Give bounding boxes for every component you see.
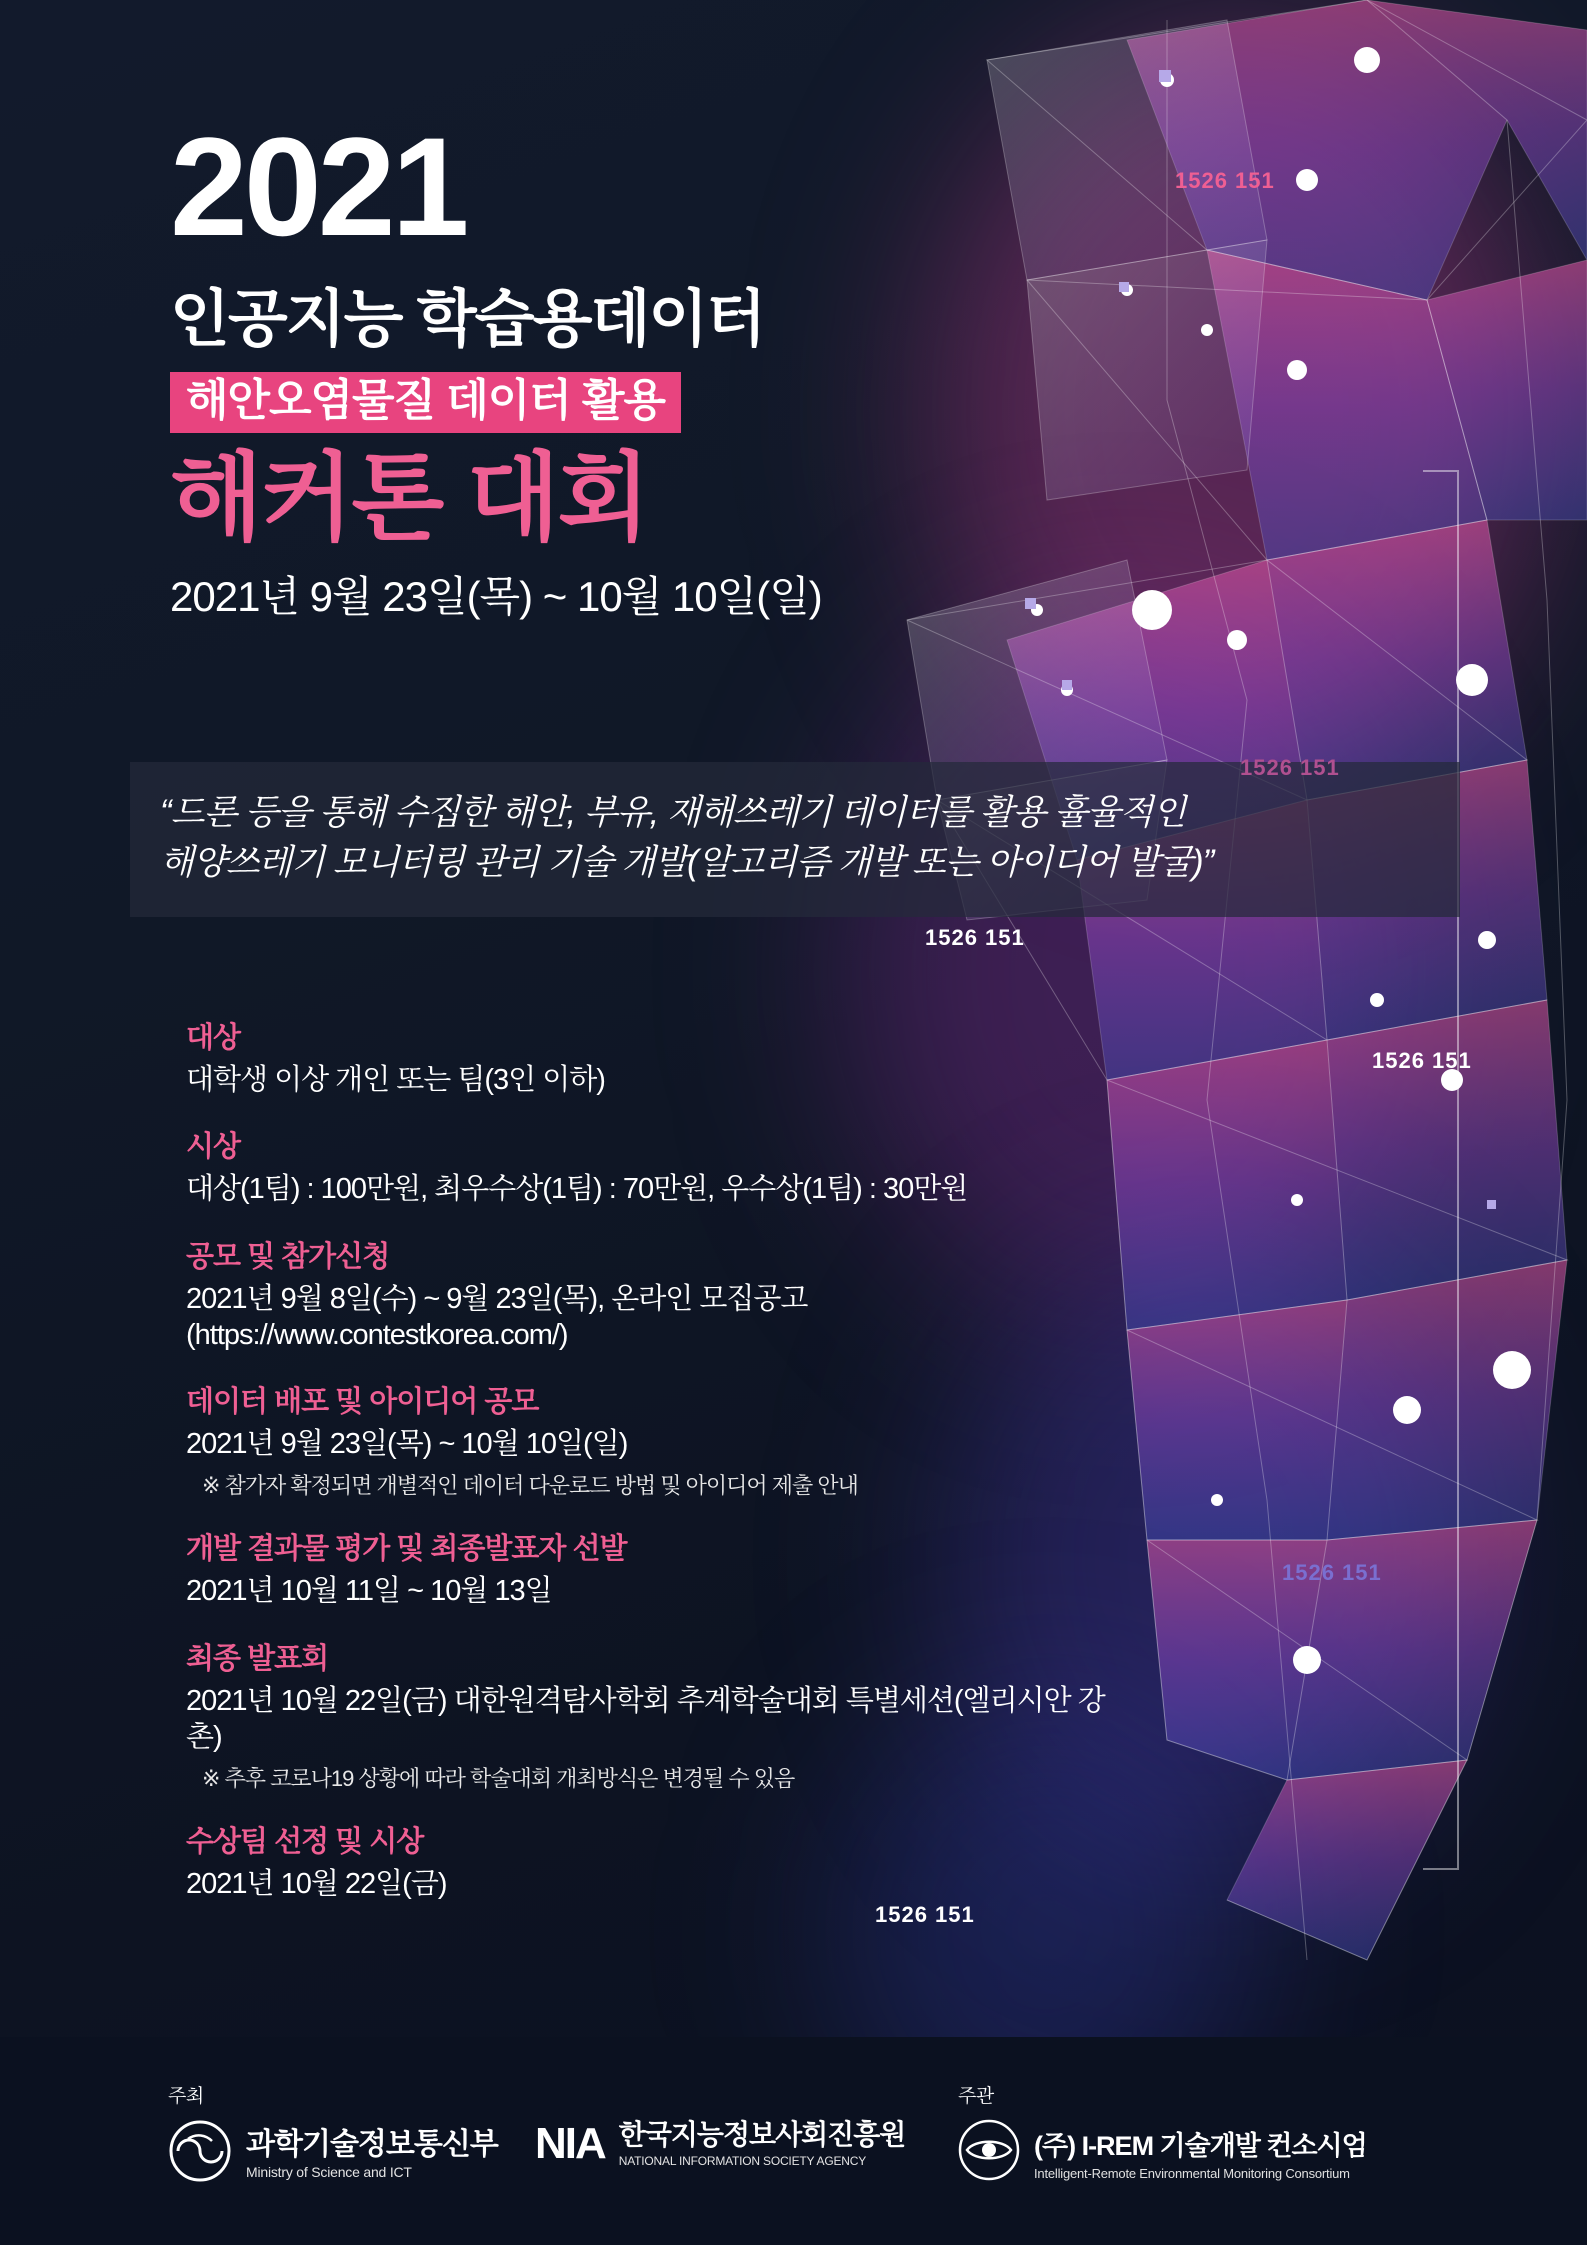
badge-topic: 해안오염물질 데이터 활용	[170, 372, 681, 433]
network-label-6: 1526 151	[875, 1902, 975, 1927]
page-title-main: 해커톤 대회	[170, 445, 649, 552]
nia-sub: NATIONAL INFORMATION SOCIETY AGENCY	[618, 2153, 867, 2168]
network-label-3: 1526 151	[925, 925, 1025, 950]
network-label-1: 1526 151	[1175, 168, 1275, 193]
irem-sub: Intelligent-Remote Environmental Monitoring Consortium	[1034, 2166, 1350, 2181]
info-block-application	[186, 1234, 1126, 1354]
logo-msit	[168, 2119, 498, 2188]
subtitle-ai-data: 인공지능 학습용데이터	[170, 285, 765, 354]
info-title: 수상팀 선정 및 시상	[186, 1826, 424, 1858]
logo-msit-text	[246, 2128, 498, 2180]
quote-line-2: 해양쓰레기 모니터링 관리 기술 개발(알고리즘 개발 또는 아이디어 발굴)”	[160, 842, 1214, 882]
info-block-awards	[186, 1819, 1126, 1902]
irem-name: (주) I-REM 기술개발 컨소시엄	[1034, 2131, 1367, 2161]
nia-wordmark: NIA	[535, 2119, 605, 2168]
info-block-data-release	[186, 1379, 1126, 1500]
info-text: 대상(1팀) : 100만원, 최우수상(1팀) : 70만원, 우수상(1팀) : 30만원	[186, 1173, 968, 1206]
event-period: 2021년 9월 23일(목) ~ 10월 10일(일)	[170, 572, 822, 620]
network-label-4: 1526 151	[1372, 1048, 1472, 1073]
info-text[interactable]: 2021년 9월 8일(수) ~ 9월 23일(목), 온라인 모집공고(https://www.contestkorea.com/)	[186, 1282, 808, 1351]
info-block-prizes	[186, 1124, 1126, 1207]
info-note: ※ 추후 코로나19 상황에 따라 학술대회 개최방식은 변경될 수 있음	[202, 1766, 795, 1791]
taegeuk-icon	[168, 2119, 232, 2188]
info-block-final-presentation	[186, 1636, 1126, 1794]
info-text: 2021년 10월 11일 ~ 10월 13일	[186, 1575, 552, 1608]
quote-band	[130, 762, 1460, 917]
info-title: 최종 발표회	[186, 1642, 329, 1675]
info-text: 대학생 이상 개인 또는 팀(3인 이하)	[186, 1064, 605, 1096]
msit-sub: Ministry of Science and ICT	[246, 2163, 412, 2180]
info-note: ※ 참가자 확정되면 개별적인 데이터 다운로드 방법 및 아이디어 제출 안내	[202, 1473, 858, 1499]
logo-irem	[958, 2119, 1367, 2186]
network-label-2: 1526 151	[1240, 755, 1340, 780]
footer	[0, 2037, 1587, 2245]
info-block-evaluation	[186, 1526, 1126, 1609]
decorative-bracket	[1423, 470, 1459, 1870]
msit-name: 과학기술정보통신부	[246, 2127, 498, 2161]
logo-irem-text	[1034, 2124, 1367, 2181]
info-section	[186, 1015, 1126, 1928]
info-title: 시상	[186, 1131, 241, 1164]
info-text: 2021년 10월 22일(금)	[186, 1868, 447, 1900]
eye-icon	[958, 2119, 1020, 2186]
info-title: 개발 결과물 평가 및 최종발표자 선발	[186, 1533, 627, 1566]
info-title: 대상	[186, 1022, 241, 1054]
admin-label: 주관	[958, 2086, 994, 2107]
logo-nia	[535, 2119, 905, 2169]
info-title: 공모 및 참가신청	[186, 1240, 390, 1273]
info-text: 2021년 9월 23일(목) ~ 10월 10일(일)	[186, 1428, 628, 1460]
info-block-target	[186, 1015, 1126, 1098]
logo-nia-text	[619, 2120, 906, 2168]
network-label-5: 1526 151	[1282, 1560, 1382, 1585]
nia-name: 한국지능정보사회진흥원	[618, 2119, 906, 2151]
page-title-year: 2021	[170, 108, 466, 265]
info-text: 2021년 10월 22일(금) 대한원격탐사학회 추계학술대회 특별세션(엘리시안 강촌)	[186, 1684, 1105, 1753]
host-label: 주최	[168, 2086, 204, 2107]
info-title: 데이터 배포 및 아이디어 공모	[186, 1386, 539, 1418]
quote-line-1: “드론 등을 통해 수집한 해안, 부유, 재해쓰레기 데이터를 활용 휼율적인	[160, 793, 1186, 832]
poster-header	[170, 108, 990, 624]
